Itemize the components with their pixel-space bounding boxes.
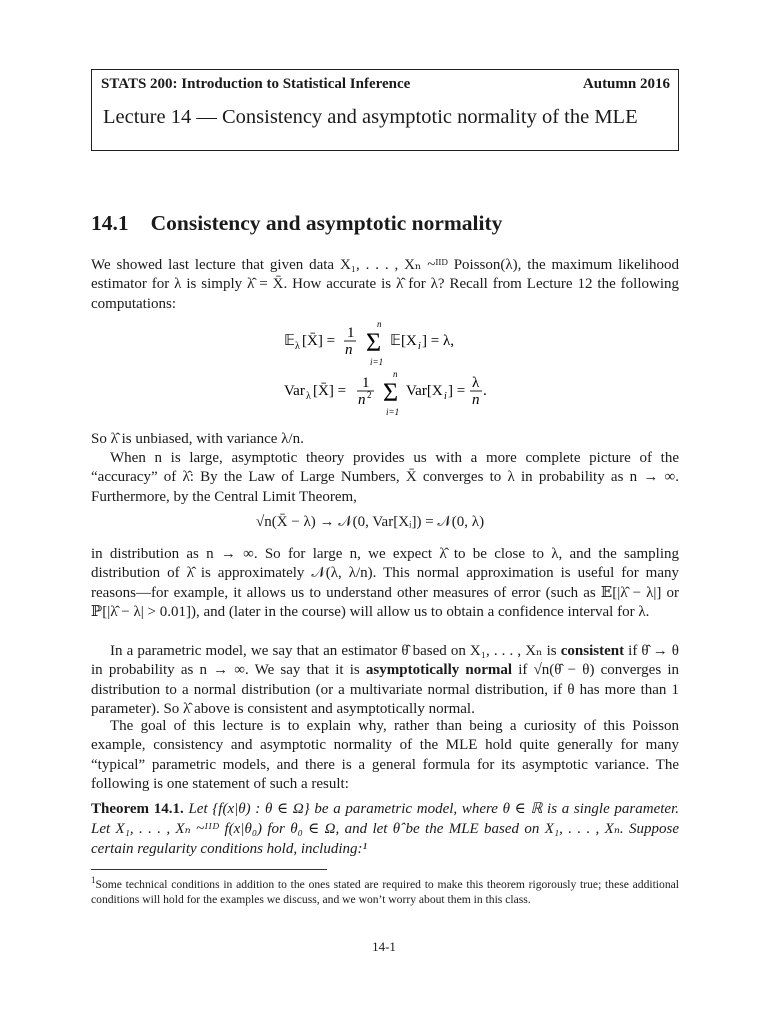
svg-text:n: n xyxy=(345,342,353,358)
svg-text:[X̄] =: [X̄] = xyxy=(313,383,347,399)
footnote xyxy=(91,873,679,908)
svg-text:Σ: Σ xyxy=(366,328,382,357)
svg-text:] = λ,: ] = λ, xyxy=(422,333,454,349)
svg-text:λ: λ xyxy=(472,375,480,391)
paragraph-goal: The goal of this lecture is to explain why, rather than being a curiosity of this Poisson example, consistency and asymptotic normality of the MLE hold quite generally for many “typical” parametric models, and there is a general formula for its asymptotic variance. The following is one statement of such a result: xyxy=(91,718,679,793)
svg-text:𝔼[X: 𝔼[X xyxy=(390,333,417,349)
svg-text:Var[X: Var[X xyxy=(406,383,443,399)
term-consistent: consistent xyxy=(560,643,625,659)
svg-text:i=1: i=1 xyxy=(370,357,384,367)
equation-expectation xyxy=(284,320,484,370)
svg-text:Var: Var xyxy=(284,383,305,399)
svg-text:n: n xyxy=(472,392,480,408)
svg-text:1: 1 xyxy=(362,375,370,391)
paragraph-asymptotic: When n is large, asymptotic theory provides us with a more complete picture of the “accuracy” of λ̂: By the Law of Large Numbers, X̄ converges to λ in probability as n → ∞. Furthermore, by the Central Limit Theorem, xyxy=(91,450,679,505)
svg-text:i: i xyxy=(418,341,421,352)
footnote-rule xyxy=(91,869,327,870)
svg-text:[X̄] =: [X̄] = xyxy=(302,333,336,349)
paragraph-normal-approx: in distribution as n → ∞. So for large n, we expect λ̂ to be close to λ, and the sampling distribution of λ̂ is approximately 𝒩(λ, λ/n). This normal approximation is useful for many reasons—for example, it allows us to understand other measures of error (such as 𝔼[|λ̂ − λ|] or ℙ[|λ̂ − λ| > 0.01]), and (later in the course) will allow us to obtain a confidence interval for λ. xyxy=(91,546,679,621)
footnote-mark: 1 xyxy=(91,875,96,885)
svg-text:λ: λ xyxy=(295,341,300,352)
svg-text:𝔼: 𝔼 xyxy=(284,333,295,349)
equation-variance-graphic xyxy=(284,370,494,422)
paragraph-unbiased: So λ̂ is unbiased, with variance λ/n. xyxy=(91,431,304,447)
equation-clt: √n(X̄ − λ) → 𝒩(0, Var[Xᵢ]) = 𝒩(0, λ) xyxy=(256,514,485,530)
page-number: 14-1 xyxy=(372,939,396,954)
term-asymptotically-normal: asymptotically normal xyxy=(365,662,513,679)
svg-text:λ: λ xyxy=(306,391,311,402)
section-title: Consistency and asymptotic normality xyxy=(150,211,503,235)
theorem-text: Let {f(x|θ) : θ ∈ Ω} be a parametric model, where θ ∈ ℝ is a single parameter. Let X₁, . . . , Xₙ ~ᴵᴵᴰ f(x|θ₀) for θ₀ ∈ Ω, and let θ̂ be the MLE based on X₁, . . . , Xₙ. Suppose certain regularity conditions hold, including:¹ xyxy=(91,801,680,857)
lecture-header-box xyxy=(91,69,679,151)
theorem-label: Theorem 14.1. xyxy=(91,801,184,817)
paragraph-definitions: In a parametric model, we say that an estimator θ̂ based on X₁, . . . , Xₙ is consistent if θ̂ → θ in probability as n → ∞. We say that it is asymptotically normal if √n(θ̂ − θ) converges in distribution to a normal distribution (or a multivariate normal distribution, if θ has more than 1 parameter). So λ̂ above is consistent and asymptotically normal. xyxy=(91,643,679,718)
svg-text:i=1: i=1 xyxy=(386,407,400,417)
svg-text:n: n xyxy=(393,370,398,379)
course-title: STATS 200: Introduction to Statistical Inference xyxy=(101,76,411,92)
paragraph-intro: We showed last lecture that given data X₁, . . . , Xₙ ~ᴵᴵᴰ Poisson(λ), the maximum likelihood estimator for λ is simply λ̂ = X̄. How accurate is λ̂ for λ? Recall from Lecture 12 the following computations: xyxy=(91,257,679,312)
equation-expectation-graphic xyxy=(284,320,484,372)
section-heading xyxy=(91,211,502,236)
equation-variance xyxy=(284,370,494,420)
svg-text:.: . xyxy=(483,383,487,399)
svg-text:i: i xyxy=(444,391,447,402)
svg-text:Σ: Σ xyxy=(383,378,399,407)
svg-text:n: n xyxy=(377,320,382,329)
footnote-text: Some technical conditions in addition to the ones stated are required to make this theorem rigorously true; these additional conditions will hold for the examples we discuss, and we won’t worry about them in this class. xyxy=(91,877,679,907)
term: Autumn 2016 xyxy=(582,76,670,92)
lecture-title: Lecture 14 — Consistency and asymptotic normality of the MLE xyxy=(103,106,638,128)
svg-text:1: 1 xyxy=(347,325,355,341)
svg-text:] =: ] = xyxy=(448,383,466,399)
svg-text:2: 2 xyxy=(367,390,372,400)
theorem xyxy=(91,799,679,859)
svg-text:n: n xyxy=(358,392,366,408)
section-number: 14.1 xyxy=(91,211,129,235)
